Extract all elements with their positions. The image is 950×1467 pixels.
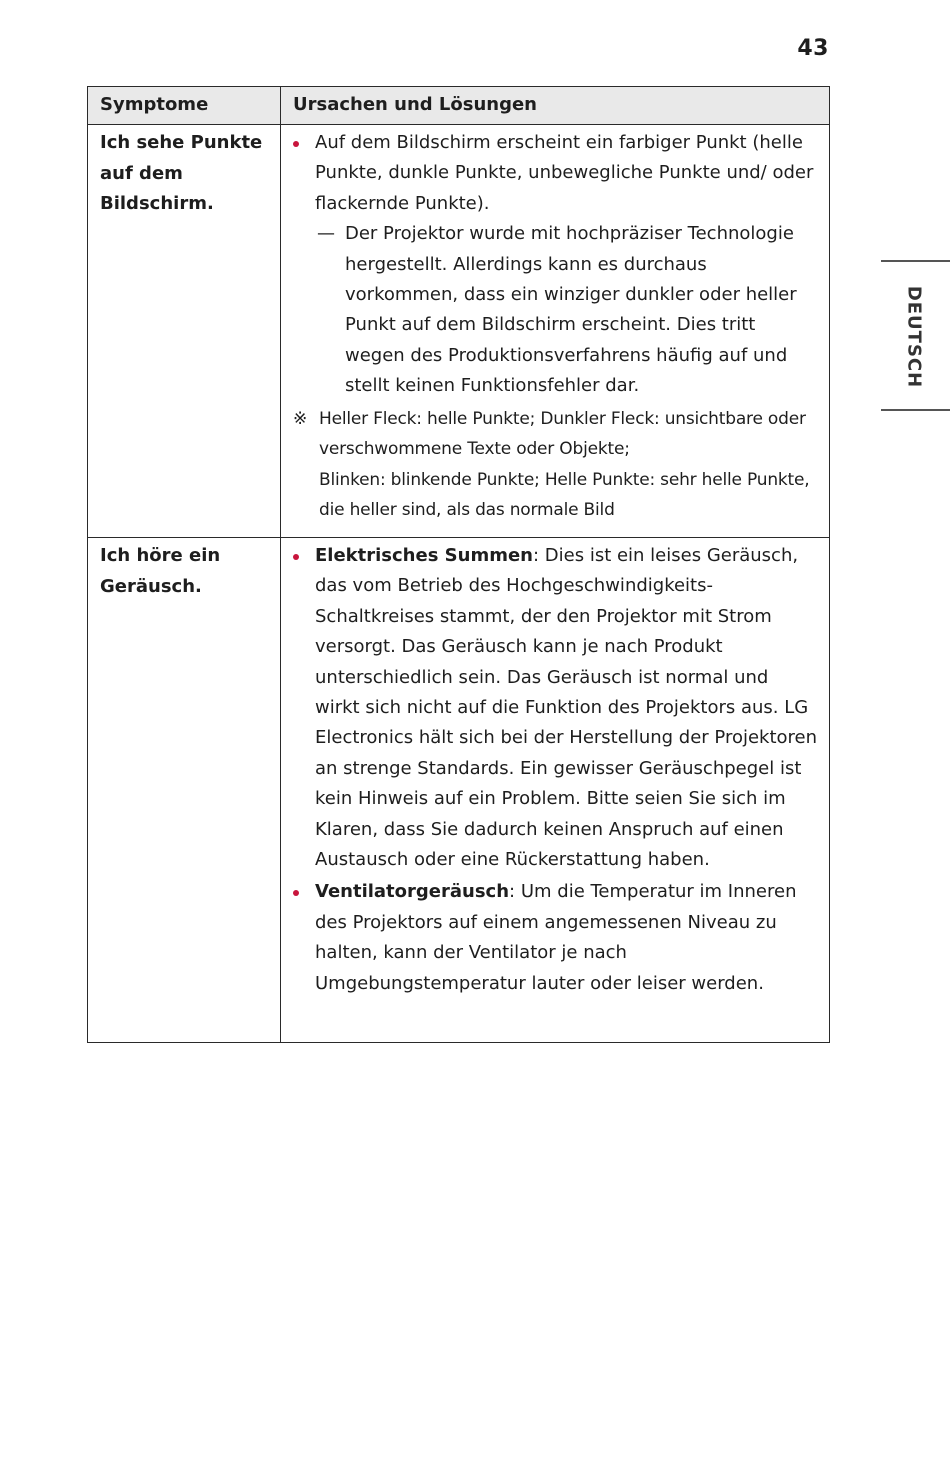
language-side-tab	[881, 260, 950, 411]
cause-cell	[281, 538, 830, 1043]
troubleshooting-table	[87, 86, 830, 1043]
note-line: Heller Fleck: helle Punkte; Dunkler Fleck: unsichtbare oder verschwommene Texte oder Objekte;	[319, 408, 806, 460]
table-row	[88, 538, 830, 1043]
bullet-item	[291, 877, 817, 999]
dash-item	[291, 219, 817, 401]
dash-icon: —	[317, 223, 335, 245]
bullet-term: Ventilatorgeräusch	[315, 881, 510, 903]
bullet-dot-icon	[293, 890, 299, 896]
symptom-cell: Ich sehe Punkte auf dem Bildschirm.	[88, 125, 281, 538]
bullet-term: Elektrisches Summen	[315, 545, 533, 566]
note	[291, 404, 817, 526]
bullet-item	[291, 128, 817, 219]
reference-mark-icon: ※	[293, 408, 308, 429]
page-number: 43	[797, 36, 829, 61]
note-line: Blinken: blinkende Punkte; Helle Punkte: sehr helle Punkte, die heller sind, als das normale Bild	[319, 469, 810, 521]
header-causes: Ursachen und Lösungen	[281, 87, 830, 125]
bullet-text: Auf dem Bildschirm erscheint ein farbiger Punkt (helle Punkte, dunkle Punkte, unbewegliche Punkte und/ oder flackernde Punkte).	[315, 132, 814, 214]
side-tab-label: DEUTSCH	[903, 285, 925, 389]
table-row	[88, 125, 830, 538]
header-symptoms: Symptome	[88, 87, 281, 125]
table-header-row	[88, 87, 830, 125]
bullet-text: : Dies ist ein leises Geräusch, das vom Betrieb des Hochgeschwindigkeits-Schaltkreises stammt, der den Projektor mit Strom versorgt. Das Geräusch kann je nach Produkt unterschiedlich sein. Das Geräusch ist normal und wirkt sich nicht auf die Funktion des Projektors aus. LG Electronics hält sich bei der Herstellung der Projektoren an strenge Standards. Ein gewisser Geräuschpegel ist kein Hinweis auf ein Problem. Bitte seien Sie sich im Klaren, dass Sie dadurch keinen Anspruch auf einen Austausch oder eine Rückerstattung haben.	[315, 545, 818, 871]
cause-cell	[281, 125, 830, 538]
bullet-text: : Um die Temperatur im Inneren des Projektors auf einem angemessenen Niveau zu halten, kann der Ventilator je nach Umgebungstemperatur lauter oder leiser werden.	[315, 881, 797, 994]
symptom-cell: Ich höre ein Geräusch.	[88, 538, 281, 1043]
bullet-item	[291, 541, 817, 875]
dash-text: Der Projektor wurde mit hochpräziser Technologie hergestellt. Allerdings kann es durchaus vorkommen, dass ein winziger dunkler oder heller Punkt auf dem Bildschirm erscheint. Dies tritt wegen des Produktionsverfahrens häufig auf und stellt keinen Funktionsfehler dar.	[345, 223, 797, 397]
bullet-dot-icon	[293, 141, 299, 147]
bullet-dot-icon	[293, 554, 299, 560]
